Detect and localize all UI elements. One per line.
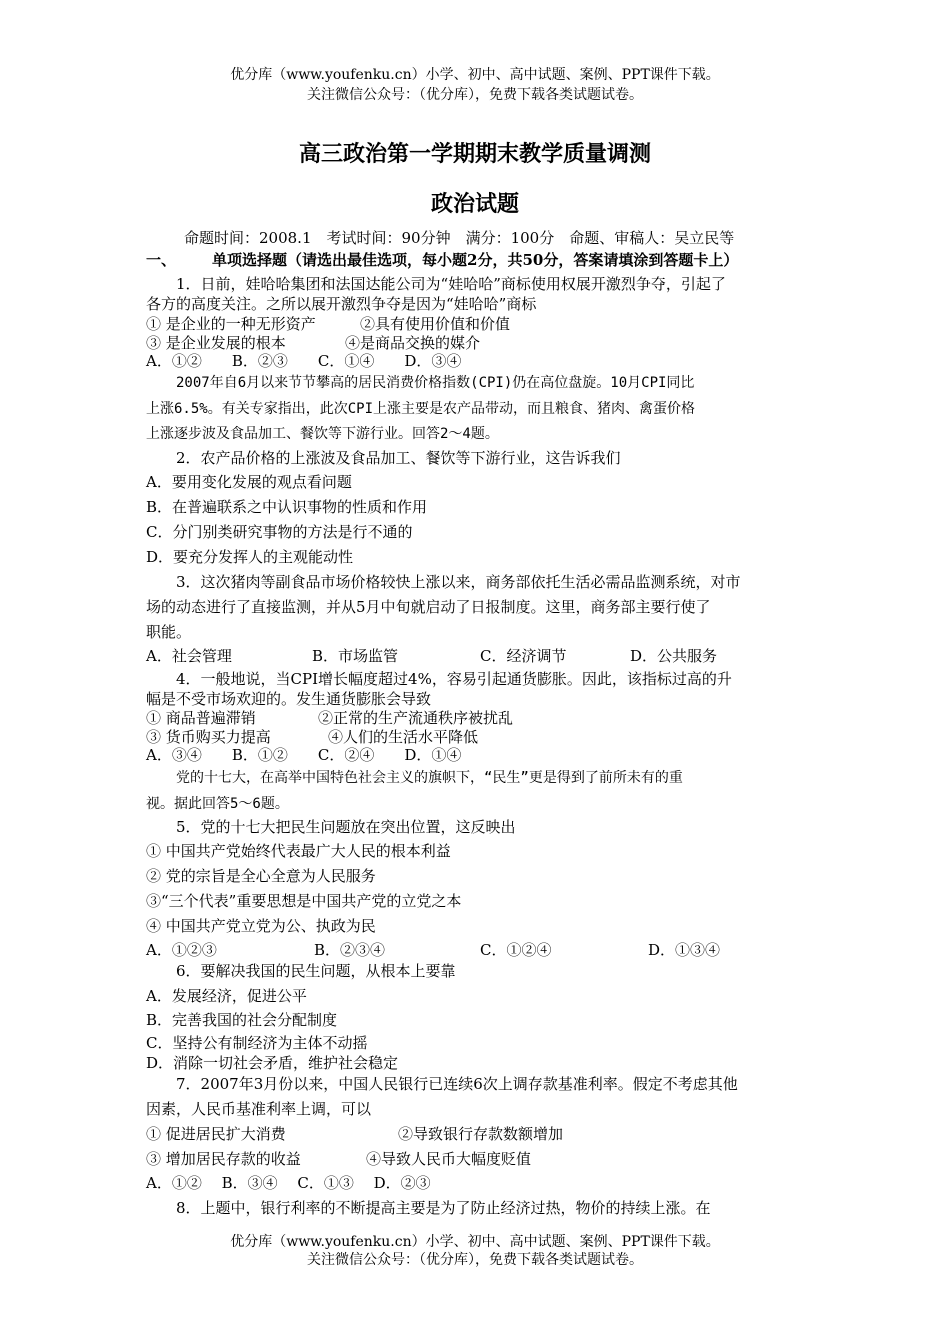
q6-option-a: A．发展经济，促进公平 [146, 987, 307, 1005]
q7-option-2: ②导致银行存款数额增加 [398, 1125, 564, 1143]
q3-stem-line-2: 场的动态进行了直接监测，并从5月中旬就启动了日报制度。这里，商务部主要行使了 [146, 598, 711, 616]
q7-option-3: ③ 增加居民存款的收益 [146, 1150, 301, 1168]
q4-choices: A．③④ B．①② C．②④ D．①④ [146, 746, 462, 764]
q5-choice-d: D．①③④ [648, 941, 721, 959]
q7-stem-line-2: 因素，人民币基准利率上调，可以 [146, 1100, 372, 1118]
q5-stem: 5．党的十七大把民生问题放在突出位置，这反映出 [176, 818, 516, 836]
q1-option-3: ③ 是企业发展的根本 [146, 334, 286, 352]
q6-option-b: B．完善我国的社会分配制度 [146, 1011, 338, 1029]
footer-line-1: 优分库（www.youfenku.cn）小学、初中、高中试题、案例、PPT课件下载。 [230, 1234, 720, 1250]
material-2-line-1: 党的十七大，在高举中国特色社会主义的旗帜下，“民生”更是得到了前所未有的重 [176, 770, 683, 786]
q5-option-4: ④ 中国共产党立党为公、执政为民 [146, 917, 376, 935]
q4-option-4: ④人们的生活水平降低 [328, 728, 479, 746]
q2-option-a: A．要用变化发展的观点看问题 [146, 473, 352, 491]
q7-option-4: ④导致人民币大幅度贬值 [366, 1150, 532, 1168]
document-subtitle: 政治试题 [430, 191, 519, 217]
q5-option-1: ① 中国共产党始终代表最广大人民的根本利益 [146, 842, 451, 860]
header-line-1: 优分库（www.youfenku.cn）小学、初中、高中试题、案例、PPT课件下载。 [230, 67, 720, 83]
q4-stem-line-2: 幅是不受市场欢迎的。发生通货膨胀会导致 [146, 690, 432, 708]
document-title: 高三政治第一学期期末教学质量调测 [298, 141, 651, 167]
q4-option-1: ① 商品普遍滞销 [146, 709, 256, 727]
q1-option-1: ① 是企业的一种无形资产 [146, 315, 316, 333]
q2-stem: 2．农产品价格的上涨波及食品加工、餐饮等下游行业，这告诉我们 [176, 449, 621, 467]
q5-option-2: ② 党的宗旨是全心全意为人民服务 [146, 867, 376, 885]
q3-option-c: C．经济调节 [480, 647, 567, 665]
q6-option-c: C．坚持公有制经济为主体不动摇 [146, 1034, 368, 1052]
header-line-2: 关注微信公众号：（优分库），免费下载各类试题试卷。 [307, 87, 643, 103]
material-2-line-2: 视。据此回答5～6题。 [146, 796, 289, 812]
q7-stem-line-1: 7．2007年3月份以来，中国人民银行已连续6次上调存款基准利率。假定不考虑其他 [176, 1075, 738, 1093]
q3-option-a: A．社会管理 [146, 647, 232, 665]
section-heading: 单项选择题（请选出最佳选项，每小题2分，共50分，答案请填涂到答题卡上） [212, 251, 739, 269]
q1-stem-line-1: 1．日前，娃哈哈集团和法国达能公司为“娃哈哈”商标使用权展开激烈争夺，引起了 [176, 275, 726, 293]
q3-stem-line-1: 3．这次猪肉等副食品市场价格较快上涨以来，商务部依托生活必需品监测系统，对市 [176, 573, 741, 591]
material-1-line-1: 2007年自6月以来节节攀高的居民消费价格指数(CPI)仍在高位盘旋。10月CPI同比 [176, 375, 695, 391]
q2-option-d: D．要充分发挥人的主观能动性 [146, 548, 354, 566]
q5-choice-a: A．①②③ [146, 941, 217, 959]
q7-choices: A．①② B．③④ C．①③ D．②③ [146, 1174, 431, 1192]
q8-stem-line-1: 8．上题中，银行利率的不断提高主要是为了防止经济过热，物价的持续上涨。在 [176, 1199, 711, 1217]
section-number: 一、 [146, 251, 177, 269]
q4-option-2: ②正常的生产流通秩序被扰乱 [318, 709, 514, 727]
q1-stem-line-2: 各方的高度关注。之所以展开激烈争夺是因为“娃哈哈”商标 [146, 295, 537, 313]
q4-option-3: ③ 货币购买力提高 [146, 728, 271, 746]
footer-line-2: 关注微信公众号：（优分库），免费下载各类试题试卷。 [307, 1252, 643, 1268]
q3-option-d: D．公共服务 [630, 647, 718, 665]
q3-stem-line-3: 职能。 [146, 623, 192, 641]
q6-option-d: D．消除一切社会矛盾，维护社会稳定 [146, 1054, 399, 1072]
exam-meta: 命题时间：2008.1 考试时间：90分钟 满分：100分 命题、审稿人：吴立民等 [184, 229, 735, 247]
material-1-line-3: 上涨逐步波及食品加工、餐饮等下游行业。回答2～4题。 [146, 426, 499, 442]
q1-choices: A．①② B．②③ C．①④ D．③④ [146, 352, 462, 370]
q7-option-1: ① 促进居民扩大消费 [146, 1125, 286, 1143]
q5-choice-b: B．②③④ [314, 941, 386, 959]
q3-option-b: B．市场监管 [312, 647, 399, 665]
q4-stem-line-1: 4．一般地说，当CPI增长幅度超过4%，容易引起通货膨胀。因此，该指标过高的升 [176, 670, 732, 688]
q6-stem: 6．要解决我国的民生问题，从根本上要靠 [176, 962, 456, 980]
q1-option-2: ②具有使用价值和价值 [360, 315, 511, 333]
material-1-line-2: 上涨6.5%。有关专家指出，此次CPI上涨主要是农产品带动，而且粮食、猪肉、禽蛋价格 [146, 401, 695, 417]
q2-option-b: B．在普遍联系之中认识事物的性质和作用 [146, 498, 428, 516]
q2-option-c: C．分门别类研究事物的方法是行不通的 [146, 523, 413, 541]
q1-option-4: ④是商品交换的媒介 [345, 334, 481, 352]
q5-option-3: ③“三个代表”重要思想是中国共产党的立党之本 [146, 892, 462, 910]
q5-choice-c: C．①②④ [480, 941, 552, 959]
